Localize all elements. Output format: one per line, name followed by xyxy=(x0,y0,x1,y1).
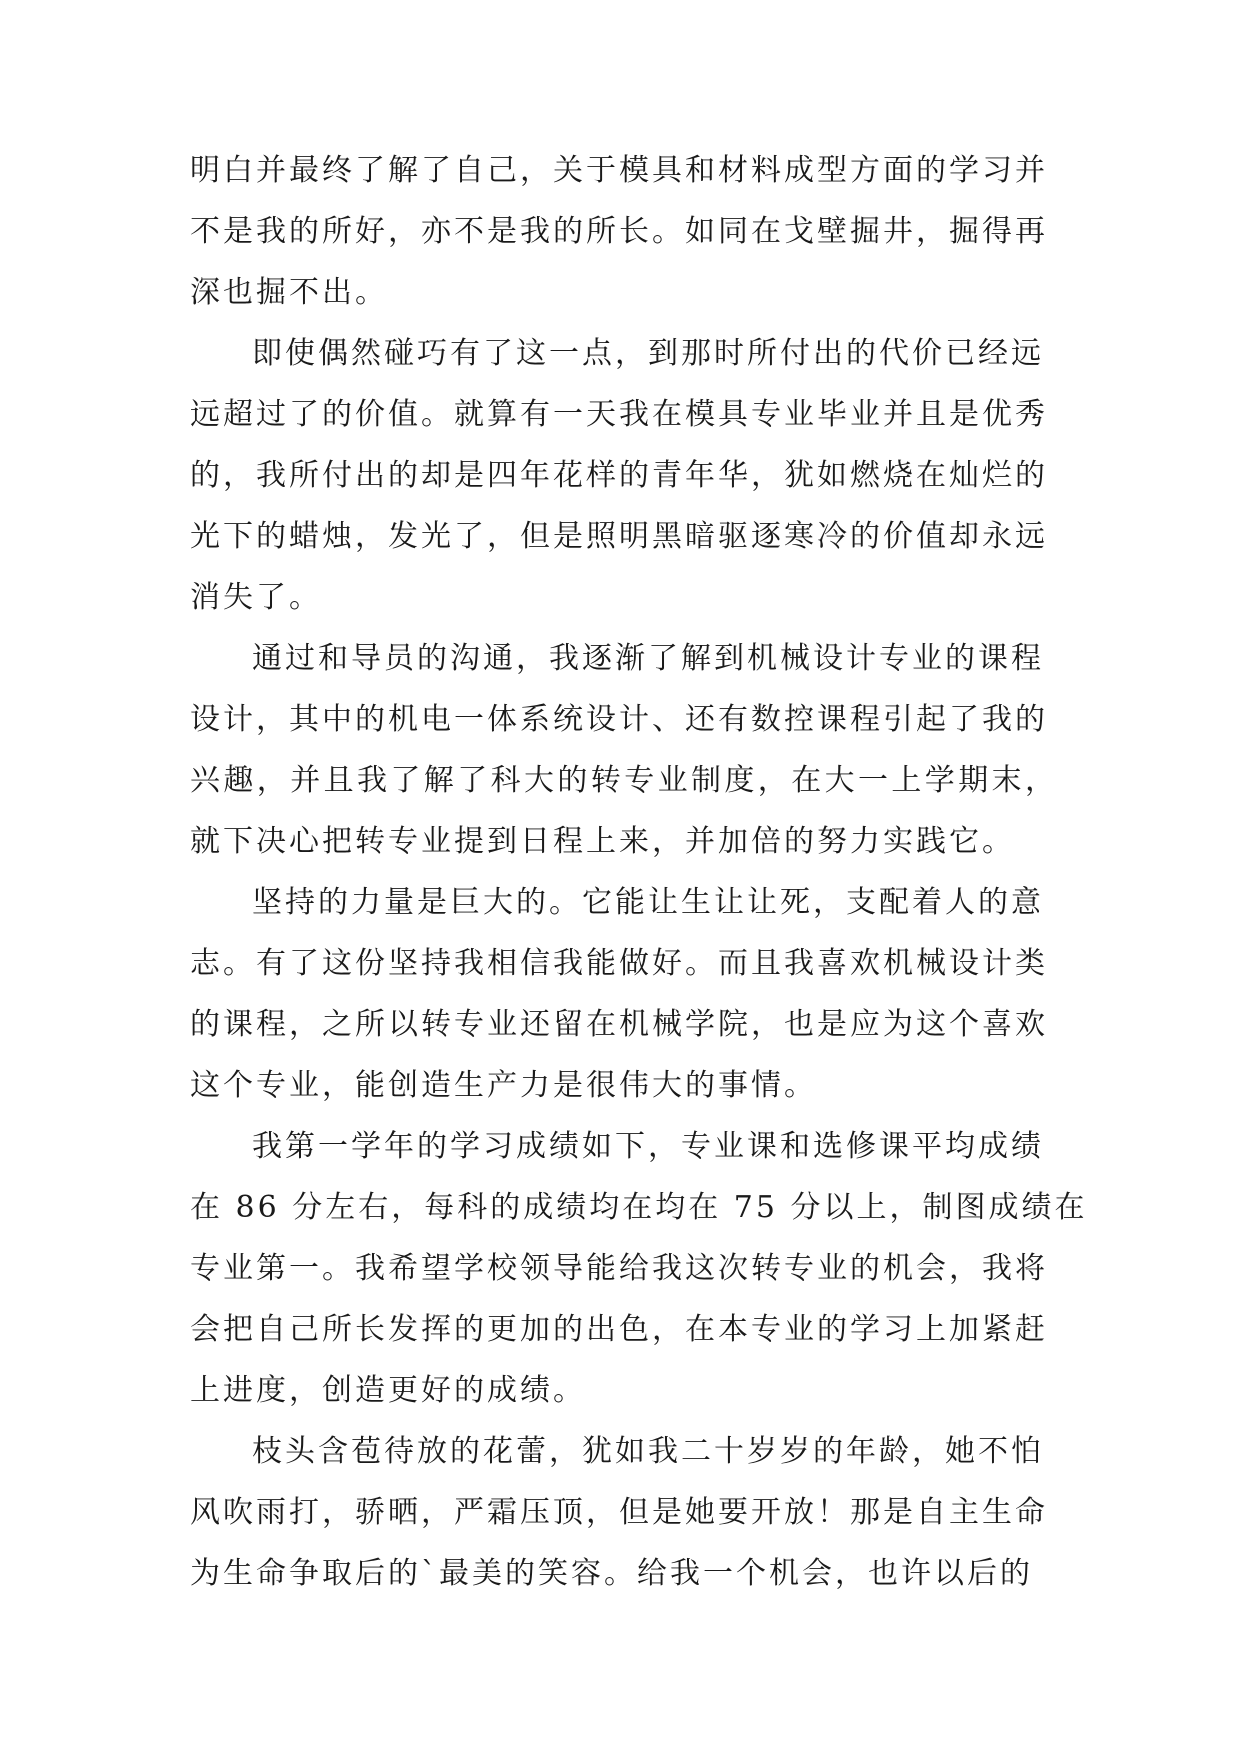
paragraph-first-line: 通过和导员的沟通，我逐渐了解到机械设计专业的课程 xyxy=(252,641,1044,676)
text-line: 为生命争取后的`最美的笑容。给我一个机会，也许以后的 xyxy=(190,1556,1033,1591)
paragraph-first-line: 我第一学年的学习成绩如下，专业课和选修课平均成绩 xyxy=(252,1129,1044,1164)
text-line: 风吹雨打，骄晒，严霜压顶，但是她要开放！那是自主生命 xyxy=(190,1495,1048,1530)
text-line: 不是我的所好，亦不是我的所长。如同在戈壁掘井，掘得再 xyxy=(190,214,1048,249)
text-line: 会把自己所长发挥的更加的出色，在本专业的学习上加紧赶 xyxy=(190,1312,1048,1347)
text-line: 就下决心把转专业提到日程上来，并加倍的努力实践它。 xyxy=(190,824,1015,859)
text-line: 专业第一。我希望学校领导能给我这次转专业的机会，我将 xyxy=(190,1251,1048,1286)
text-line: 志。有了这份坚持我相信我能做好。而且我喜欢机械设计类 xyxy=(190,946,1048,981)
text-line: 光下的蜡烛，发光了，但是照明黑暗驱逐寒冷的价值却永远 xyxy=(190,519,1048,554)
text-line: 明白并最终了解了自己，关于模具和材料成型方面的学习并 xyxy=(190,153,1048,188)
text-line: 这个专业，能创造生产力是很伟大的事情。 xyxy=(190,1068,817,1103)
text-line: 深也掘不出。 xyxy=(190,275,388,310)
text-line: 消失了。 xyxy=(190,580,322,615)
paragraph-first-line: 坚持的力量是巨大的。它能让生让让死，支配着人的意 xyxy=(252,885,1044,920)
text-line: 远超过了的价值。就算有一天我在模具专业毕业并且是优秀 xyxy=(190,397,1048,432)
text-line: 上进度，创造更好的成绩。 xyxy=(190,1373,586,1408)
text-line: 兴趣，并且我了解了科大的转专业制度，在大一上学期末， xyxy=(190,763,1059,798)
text-line: 的课程，之所以转专业还留在机械学院，也是应为这个喜欢 xyxy=(190,1007,1048,1042)
text-line: 的，我所付出的却是四年花样的青年华，犹如燃烧在灿烂的 xyxy=(190,458,1048,493)
text-line: 在 86 分左右，每科的成绩均在均在 75 分以上，制图成绩在 xyxy=(190,1190,1088,1225)
text-line: 设计，其中的机电一体系统设计、还有数控课程引起了我的 xyxy=(190,702,1048,737)
paragraph-first-line: 即使偶然碰巧有了这一点，到那时所付出的代价已经远 xyxy=(252,336,1044,371)
paragraph-first-line: 枝头含苞待放的花蕾，犹如我二十岁岁的年龄，她不怕 xyxy=(252,1434,1044,1469)
document-body xyxy=(190,140,1088,1604)
